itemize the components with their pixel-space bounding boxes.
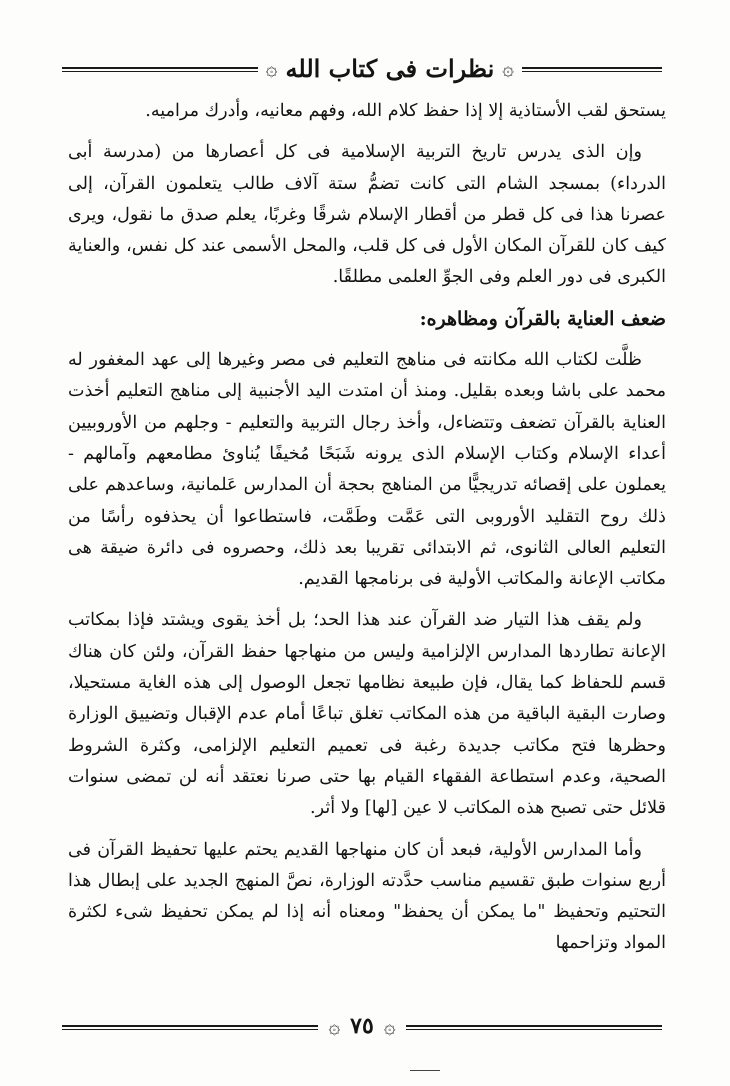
bottom-mark	[410, 1070, 440, 1071]
page-footer	[62, 1006, 662, 1046]
footer-rule-right	[406, 1025, 662, 1027]
header-rule-right	[522, 67, 662, 69]
header-rule-left	[62, 67, 258, 69]
page-body	[68, 96, 666, 970]
ornament-icon: ۞	[383, 1014, 396, 1038]
ornament-icon: ۞	[265, 56, 278, 80]
section-heading: ضعف العناية بالقرآن ومظاهره:	[419, 307, 666, 330]
footer-rule-left	[62, 1025, 318, 1027]
ornament-icon: ۞	[328, 1014, 341, 1038]
ornament-icon: ۞	[502, 56, 514, 80]
page-number: ٧٥	[350, 1013, 374, 1039]
paragraph: وإن الذى يدرس تاريخ التربية الإسلامية فى كل أعصارها من (مدرسة أبى الدرداء) بمسجد الشام التى كانت تضمُّ ستة آلاف طالب يتعلمون القرآن، إلى عصرنا هذا فى كل قطر من أقطار الإسلام شرقًا وغربًا، يعلم صدق ما نقول، ويرى كيف كان للقرآن المكان الأول فى كل قلب، والمحل الأسمى عند كل نفس، والعناية الكبرى فى دور العلم وفى الجوِّ العلمى مطلقًا.	[68, 142, 666, 288]
header-title: نظرات فى كتاب الله	[285, 53, 495, 83]
paragraph: وأما المدارس الأولية، فبعد أن كان منهاجها القديم يحتم عليها تحفيظ القرآن فى أربع سنوات طبق تقسيم مناسب حدَّدته الوزارة، نصَّ المنهج الجديد على إبطال هذا التحتيم وتحفيظ "ما يمكن أن يحفظ" ومعناه أنه إذا لم يمكن تحفيظ شىء لكثرة المواد وتزاحمها	[68, 839, 666, 954]
running-header	[62, 48, 662, 88]
paragraph: ولم يقف هذا التيار ضد القرآن عند هذا الحد؛ بل أخذ يقوى ويشتد فإذا بمكاتب الإعانة تطاردها المدارس الإلزامية وليس من منهاجها حفظ القرآن، ولئن كان هناك قسم للحفاظ كما يقال، فإن طبيعة نظامها تجعل الوصول إلى هذه الغاية مستحيلا، وصارت البقية الباقية من هذه المكاتب تغلق تباعًا أمام عدم الإقبال وتضييق الوزارة وحظرها فتح مكاتب جديدة رغبة فى تعميم التعليم الإلزامى، وكثرة الشروط الصحية، وعدم استطاعة الفقهاء القيام بها حتى صرنا نعتقد أنه لن تمضى سنوات قلائل حتى تصبح هذه المكاتب لا عين [لها] ولا أثر.	[68, 610, 666, 819]
paragraph: ظلَّت لكتاب الله مكانته فى مناهج التعليم فى مصر وغيرها إلى عهد المغفور له محمد على باشا وبعده بقليل. ومنذ أن امتدت اليد الأجنبية إلى مناهج التعليم أخذت العناية بالقرآن تضعف وتتضاءل، وأخذ رجال التربية والتعليم - وجلهم من الأوروبيين أعداء الإسلام وكتاب الإسلام الذى يرونه شَبَحًا مُخيفًا يُناوئ مطامعهم وآمالهم - يعملون على إقصائه تدريجيًّا من المناهج بحجة أن المدارس عَلمانية، وساعدهم على ذلك روح التقليد الأوروبى التى عَمَّت وطَمَّت، فاستطاعوا أن يحذفوه رأسًا من التعليم العالى الثانوى، ثم الابتدائى تقريبا بعد ذلك، وحصروه فى دائرة ضيقة هى مكاتب الإعانة والمكاتب الأولية فى برنامجها القديم.	[68, 350, 666, 590]
paragraph: يستحق لقب الأستاذية إلا إذا حفظ كلام الله، وفهم معانيه، وأدرك مراميه.	[145, 101, 666, 121]
